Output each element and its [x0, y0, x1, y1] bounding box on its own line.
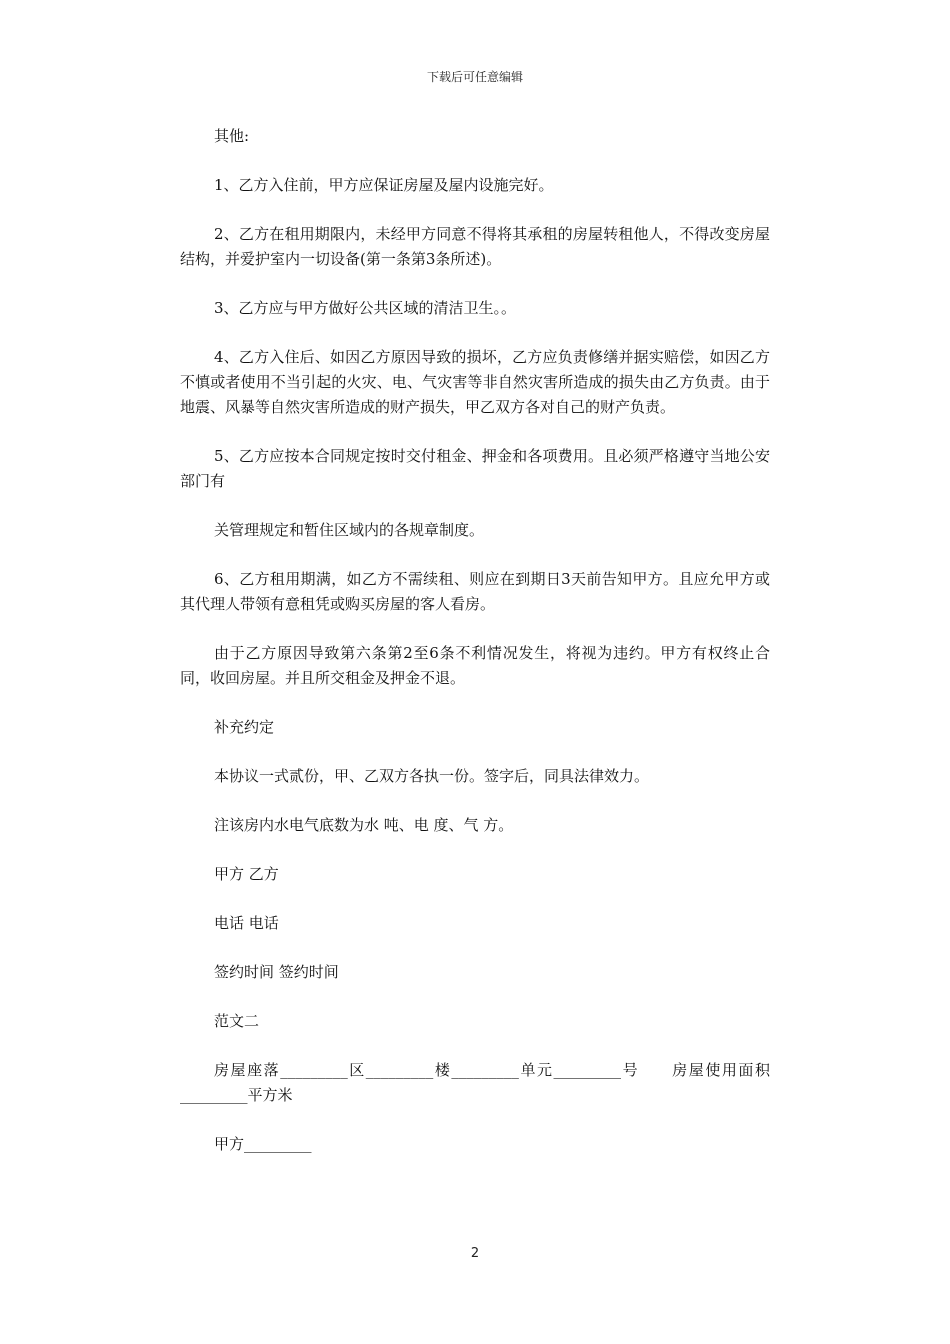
paragraph-party-a: 甲方_________: [214, 1135, 312, 1153]
paragraph-clause-3: 3、乙方应与甲方做好公共区域的清洁卫生。。: [214, 299, 517, 317]
paragraph-clause-6: 6、乙方租用期满，如乙方不需续租、则应在到期日3天前告知甲方。且应允甲方或其代理人带领有意租凭或购买房屋的客人看房。: [180, 570, 770, 613]
paragraph-sign-dates: 签约时间 签约时间: [214, 963, 339, 981]
paragraph-breach: 由于乙方原因导致第六条第2至6条不利情况发生，将视为违约。甲方有权终止合同，收回房屋。并且所交租金及押金不退。: [180, 644, 770, 687]
paragraph-copies: 本协议一式贰份，甲、乙双方各执一份。签字后，同具法律效力。: [214, 767, 650, 785]
paragraph-clause-5-cont: 关管理规定和暂住区域内的各规章制度。: [214, 521, 485, 539]
paragraph-property-location: 房屋座落_________区_________楼_________单元_________号 房屋使用面积_________平方米: [180, 1061, 770, 1104]
page-number: 2: [470, 1246, 480, 1261]
paragraph-other-heading: 其他:: [214, 127, 250, 145]
paragraph-sample-two-heading: 范文二: [214, 1012, 260, 1030]
paragraph-meter-note: 注该房内水电气底数为水 吨、电 度、气 方。: [214, 816, 514, 834]
page-header: 下载后可任意编辑: [426, 70, 523, 84]
paragraph-parties: 甲方 乙方: [214, 865, 279, 883]
paragraph-clause-2: 2、乙方在租用期限内，未经甲方同意不得将其承租的房屋转租他人，不得改变房屋结构，并爱护室内一切设备(第一条第3条所述)。: [180, 225, 770, 268]
paragraph-phones: 电话 电话: [214, 914, 279, 932]
paragraph-supplement-heading: 补充约定: [214, 718, 275, 736]
paragraph-clause-4: 4、乙方入住后、如因乙方原因导致的损坏，乙方应负责修缮并据实赔偿，如因乙方不慎或者使用不当引起的火灾、电、气灾害等非自然灾害所造成的损失由乙方负责。由于地震、风暴等自然灾害所造成的财产损失，甲乙双方各对自己的财产负责。: [180, 348, 770, 416]
document-body: [180, 124, 770, 1181]
paragraph-clause-5: 5、乙方应按本合同规定按时交付租金、押金和各项费用。且必须严格遵守当地公安部门有: [180, 447, 770, 490]
paragraph-clause-1: 1、乙方入住前，甲方应保证房屋及屋内设施完好。: [214, 176, 554, 194]
